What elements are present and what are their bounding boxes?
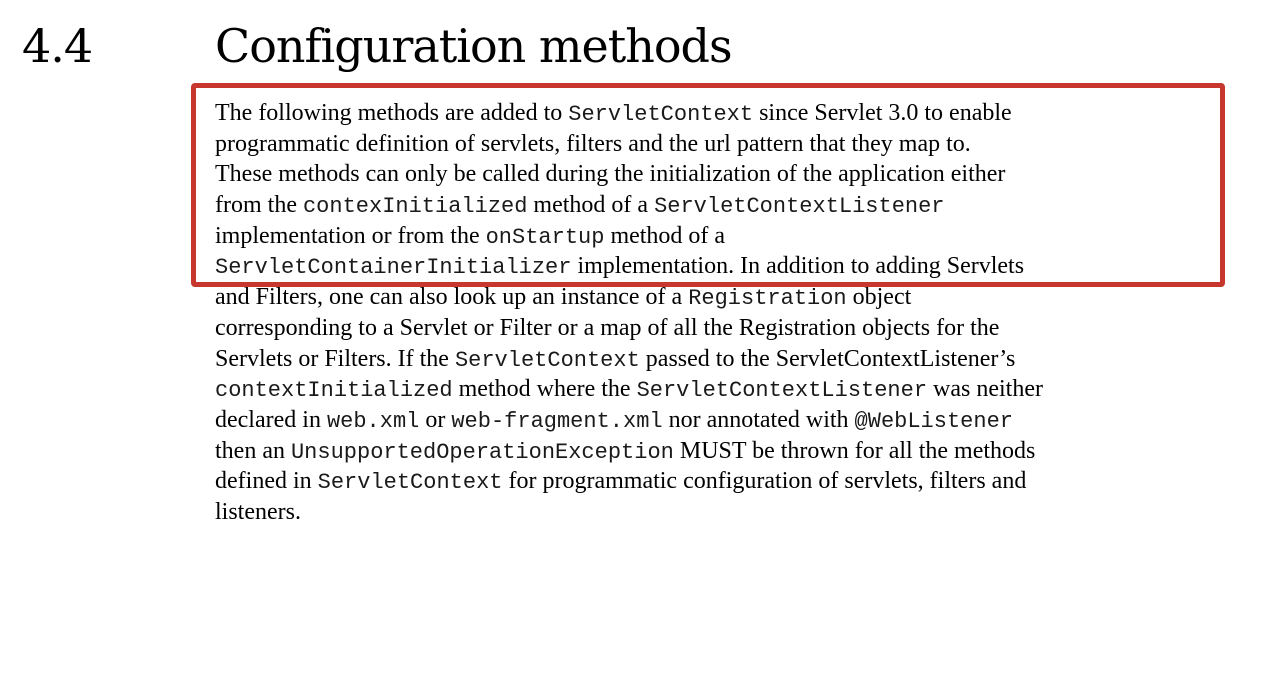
paragraph-line <box>215 129 1205 160</box>
text-run: since Servlet 3.0 to enable <box>753 100 1012 126</box>
paragraph-line <box>215 221 1205 252</box>
paragraph-line <box>215 282 1205 313</box>
paragraph-line <box>215 466 1205 497</box>
code-identifier: web-fragment.xml <box>451 408 663 434</box>
paragraph-line <box>215 159 1205 190</box>
code-identifier: UnsupportedOperationException <box>290 439 674 465</box>
text-run: declared in <box>215 406 327 433</box>
text-run: defined in <box>215 468 318 495</box>
text-run: corresponding to a Servlet or Filter or a map of all the Registration objects for the <box>215 314 1000 341</box>
code-identifier: contexInitialized <box>302 194 528 220</box>
text-run: implementation or from the <box>215 222 486 249</box>
text-run: method of a <box>527 192 655 219</box>
text-run: for programmatic configuration of servlets, filters and <box>502 468 1027 495</box>
code-identifier: ServletContextListener <box>636 378 928 404</box>
paragraph-line <box>215 497 1205 528</box>
text-run: MUST be thrown for all the methods <box>673 437 1036 464</box>
section-heading <box>0 8 1286 78</box>
section-title: Configuration methods <box>215 19 732 73</box>
code-identifier: ServletContext <box>568 102 754 127</box>
text-run: nor annotated with <box>662 406 855 433</box>
code-identifier: contextInitialized <box>215 378 453 404</box>
text-run: listeners. <box>215 498 301 525</box>
text-run: and Filters, one can also look up an instance of a <box>215 284 689 311</box>
code-identifier: ServletContextListener <box>654 194 945 220</box>
paragraph-line <box>215 251 1205 282</box>
code-identifier: web.xml <box>326 408 420 434</box>
paragraph-line <box>215 374 1205 405</box>
text-run: method of a <box>604 222 726 249</box>
text-run: implementation. In addition to adding Servlets <box>571 253 1025 280</box>
text-run: or <box>419 406 452 433</box>
code-identifier: Registration <box>688 286 847 312</box>
text-run: passed to the ServletContextListener’s <box>639 345 1016 372</box>
text-run: These methods can only be called during the initialization of the application either <box>215 161 1006 188</box>
code-identifier: ServletContainerInitializer <box>215 255 572 281</box>
paragraph-line <box>215 313 1205 344</box>
text-run: from the <box>215 192 303 219</box>
code-identifier: ServletContext <box>454 347 640 373</box>
text-run: object <box>846 284 912 311</box>
paragraph-line <box>215 190 1205 221</box>
text-run: programmatic definition of servlets, filters and the url pattern that they map to. <box>215 130 971 157</box>
text-run: The following methods are added to <box>215 100 569 126</box>
body-paragraph <box>215 98 1205 528</box>
code-identifier: ServletContext <box>317 470 503 496</box>
text-run: was neither <box>927 376 1043 403</box>
code-identifier: @WebListener <box>854 408 1013 434</box>
paragraph-line <box>215 98 1205 129</box>
code-identifier: onStartup <box>485 224 605 250</box>
text-run: then an <box>215 437 291 464</box>
text-run: method where the <box>452 376 637 403</box>
section-number: 4.4 <box>22 19 93 73</box>
paragraph-line <box>215 405 1205 436</box>
paragraph-line <box>215 344 1205 375</box>
paragraph-line <box>215 436 1205 467</box>
text-run: Servlets or Filters. If the <box>215 345 455 372</box>
